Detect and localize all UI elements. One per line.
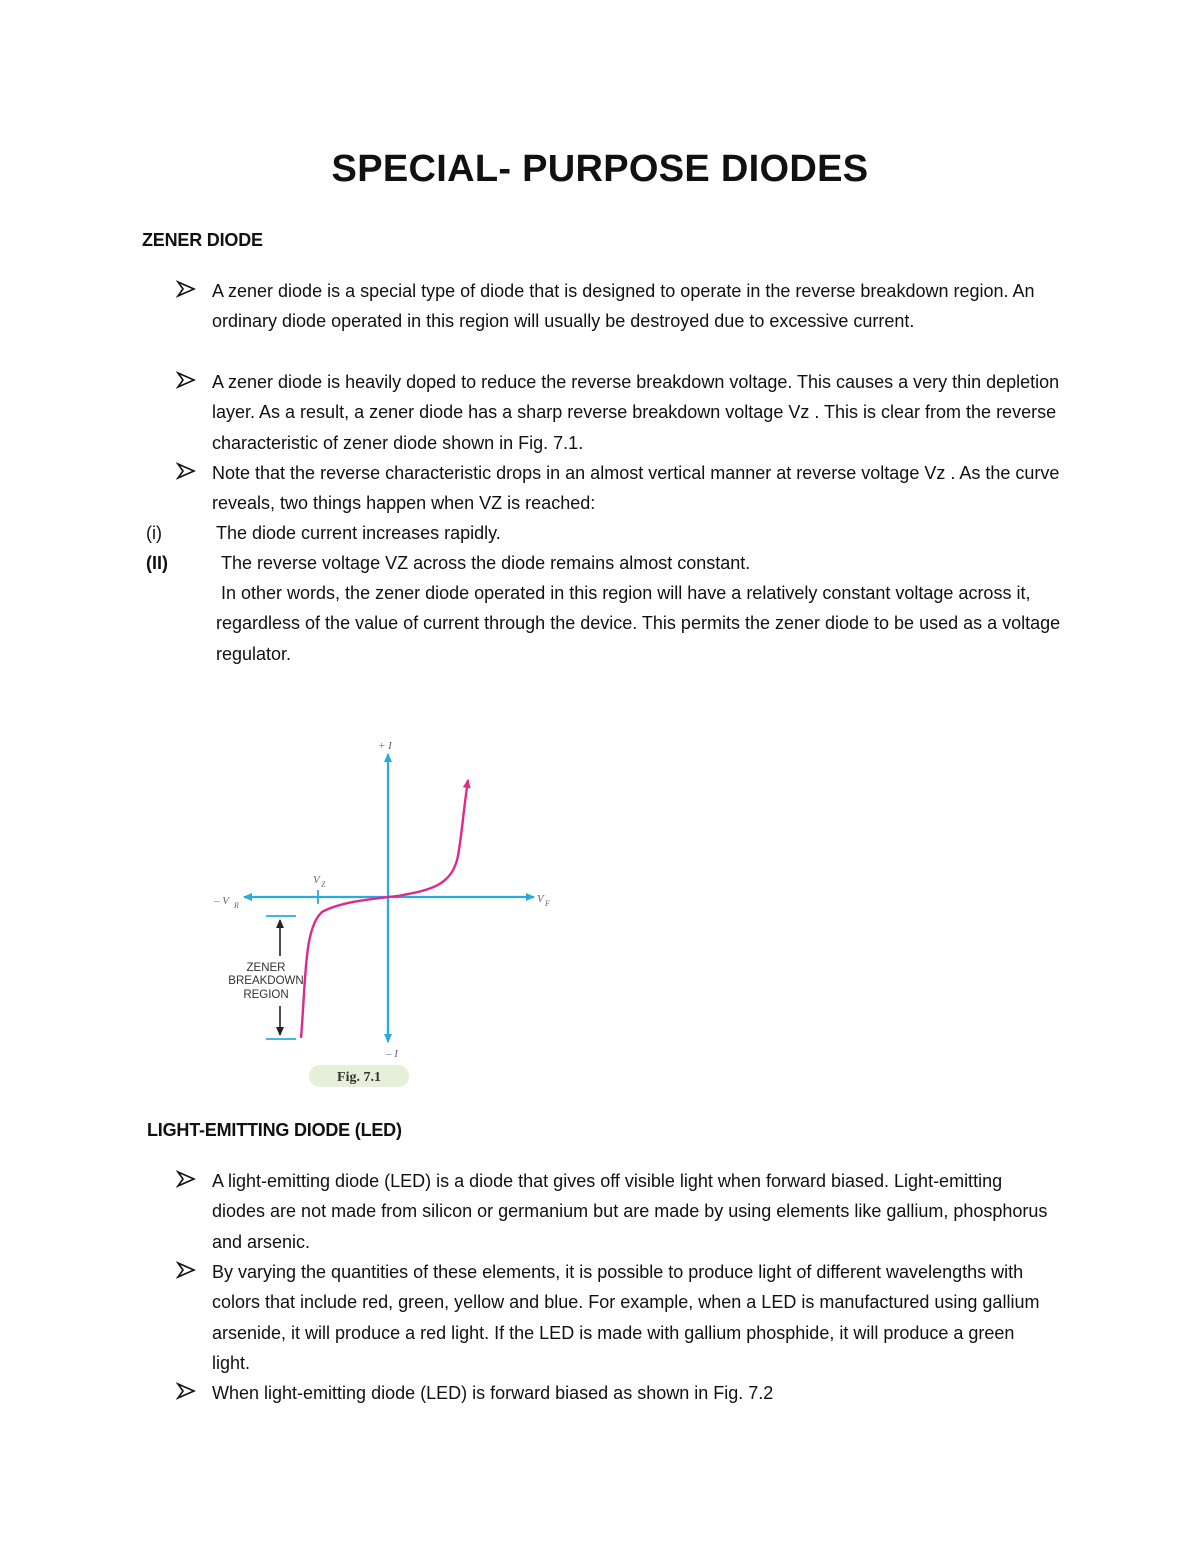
- figure-caption: Fig. 7.1: [337, 1070, 381, 1085]
- characteristic-curve: [301, 780, 468, 1038]
- bullet-arrow-icon: [176, 461, 196, 481]
- zener-bullet-1: A zener diode is a special type of diode that is designed to operate in the reverse breakdown region. An ordinary diode operated in this region will usually be destroyed due to excessive current.: [212, 281, 1035, 332]
- minus-vr-subscript: R: [234, 901, 239, 910]
- bullet-arrow-icon: [176, 370, 196, 390]
- list-marker-ii: (II): [146, 553, 168, 573]
- bullet-arrow-icon: [176, 279, 196, 299]
- vz-label: V: [313, 874, 320, 886]
- bullet-arrow-icon: [176, 1169, 196, 1189]
- minus-i-label: – I: [386, 1048, 398, 1060]
- region-label-line3: REGION: [243, 989, 289, 1001]
- vf-label: V: [537, 893, 544, 905]
- bullet-arrow-icon: [176, 1260, 196, 1280]
- section-heading-zener: ZENER DIODE: [142, 230, 263, 250]
- led-bullet-1: A light-emitting diode (LED) is a diode that gives off visible light when forward biased. Light-emitting diodes are not made from silicon or germanium but are made by using elements like gallium, phosphorus and arsenic.: [212, 1171, 1048, 1252]
- zener-bullet-2: A zener diode is heavily doped to reduce the reverse breakdown voltage. This causes a very thin depletion layer. As a result, a zener diode has a sharp reverse breakdown voltage Vᴢ . This is clear from the reverse characteristic of zener diode shown in Fig. 7.1.: [212, 372, 1060, 453]
- list-marker-i: (i): [146, 523, 162, 543]
- vz-subscript: Z: [321, 880, 326, 889]
- led-bullet-3: When light-emitting diode (LED) is forward biased as shown in Fig. 7.2: [212, 1383, 774, 1403]
- zener-characteristic-figure: [200, 728, 580, 1093]
- plus-i-label: + I: [378, 740, 392, 752]
- zener-conclusion: In other words, the zener diode operated in this region will have a relatively constant voltage across it, regardless of the value of current through the device. This permits the zener diode to be used as a voltage regulator.: [216, 583, 1061, 664]
- bullet-arrow-icon: [176, 1381, 196, 1401]
- zener-item-1: The diode current increases rapidly.: [216, 523, 501, 543]
- section-heading-led: LIGHT-EMITTING DIODE (LED): [147, 1120, 402, 1140]
- region-label-line2: BREAKDOWN: [228, 975, 304, 987]
- led-bullet-2: By varying the quantities of these elements, it is possible to produce light of different wavelengths with colors that include red, green, yellow and blue. For example, when a LED is manufactured using gallium arsenide, it will produce a red light. If the LED is made with gallium phosphide, it will produce a green light.: [212, 1262, 1040, 1374]
- region-label-line1: ZENER: [246, 962, 286, 974]
- vf-subscript: F: [545, 899, 550, 908]
- zener-characteristic-graph: [200, 728, 580, 1093]
- zener-item-2: The reverse voltage VZ across the diode remains almost constant.: [221, 553, 751, 573]
- page-title: SPECIAL- PURPOSE DIODES: [331, 148, 869, 190]
- zener-bullet-3: Note that the reverse characteristic drops in an almost vertical manner at reverse voltage Vᴢ . As the curve reveals, two things happen when VZ is reached:: [212, 463, 1060, 514]
- minus-vr-label: – V: [214, 895, 229, 907]
